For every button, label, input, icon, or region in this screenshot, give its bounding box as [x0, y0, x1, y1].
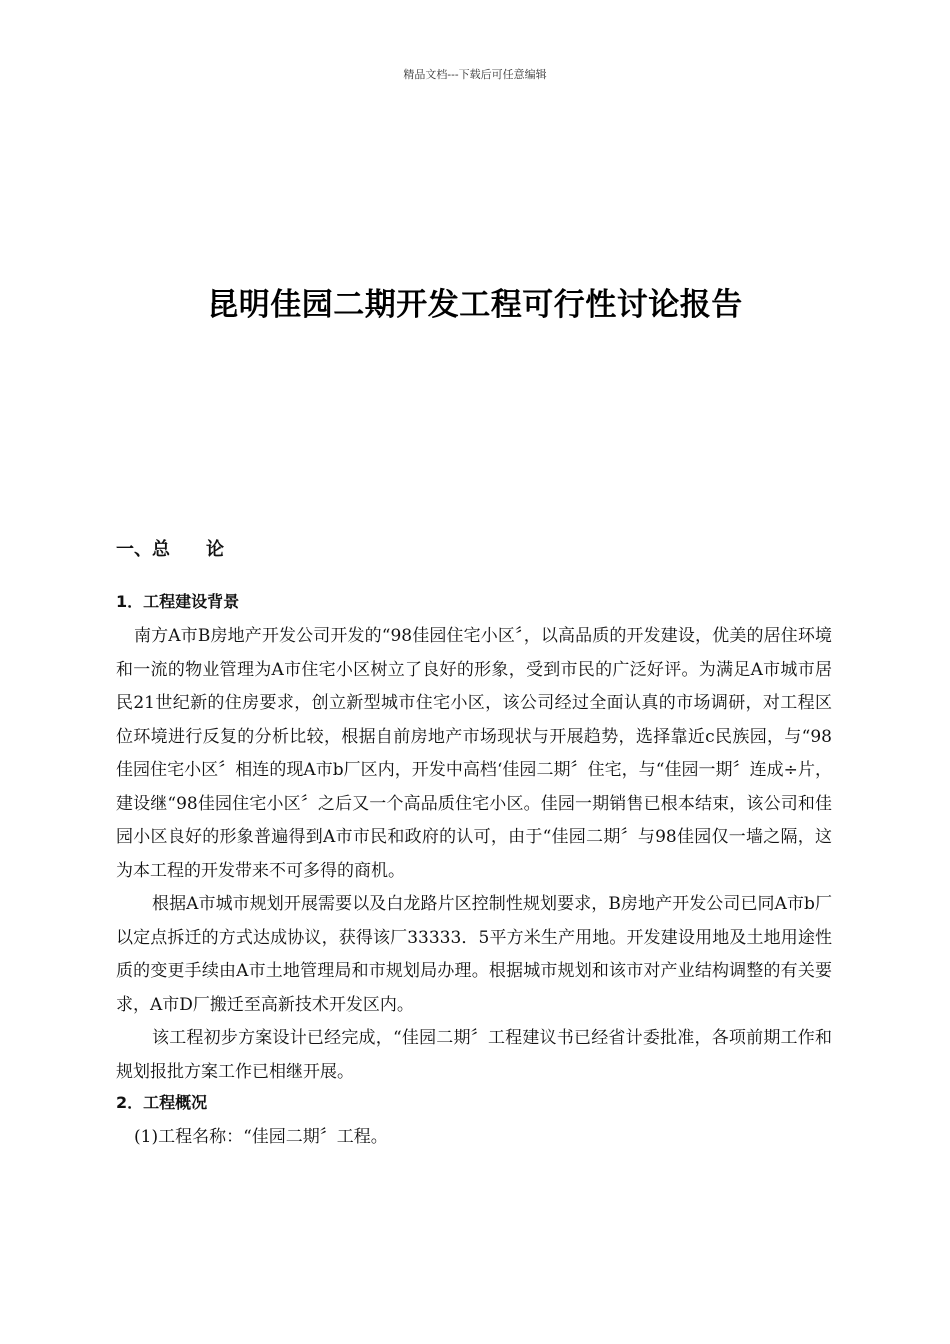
paragraph-progress: 该工程初步方案设计已经完成，“佳园二期〞工程建议书已经省计委批准，各项前期工作和规划报批方案工作已相继开展。	[116, 1028, 832, 1082]
subsection-heading-overview: 2．工程概况	[116, 1093, 208, 1112]
paragraph-background: 南方A市B房地产开发公司开发的“98佳园住宅小区〞，以高品质的开发建设，优美的居住环境和一流的物业管理为A市住宅小区树立了良好的形象，受到市民的广泛好评。为满足A市城市居民21世纪新的住房要求，创立新型城市住宅小区，该公司经过全面认真的市场调研，对工程区位环境进行反复的分析比较，根据自前房地产市场现状与开展趋势，选择靠近c民族园，与“98佳园住宅小区〞相连的现A市b厂区内，开发中高档‘佳园二期〞住宅，与“佳园一期〞连成÷片，建设继“98佳园住宅小区〞之后又一个高品质住宅小区。佳园一期销售已根本结束，该公司和佳园小区良好的形象普遍得到A市市民和政府的认可，由于“佳园二期〞与98佳园仅一墙之隔，这为本工程的开发带来不可多得的商机。	[116, 626, 832, 881]
list-item-project-name: (1)工程名称：“佳园二期〞工程。	[134, 1127, 388, 1147]
section-heading: 一、总 论	[116, 539, 224, 560]
subsection-heading-background: 1．工程建设背景	[116, 592, 240, 611]
header-note: 精品文档---下载后可任意编辑	[403, 68, 547, 81]
paragraph-planning: 根据A市城市规划开展需要以及白龙路片区控制性规划要求，B房地产开发公司已同A市b厂以定点拆迁的方式达成协议，获得该厂33333．5平方米生产用地。开发建设用地及土地用途性质的变更手续由A市土地管理局和市规划局办理。根据城市规划和该市对产业结构调整的有关要求，A市D厂搬迁至高新技术开发区内。	[116, 894, 832, 1015]
document-body	[116, 536, 832, 1155]
document-title: 昆明佳园二期开发工程可行性讨论报告	[207, 286, 743, 323]
